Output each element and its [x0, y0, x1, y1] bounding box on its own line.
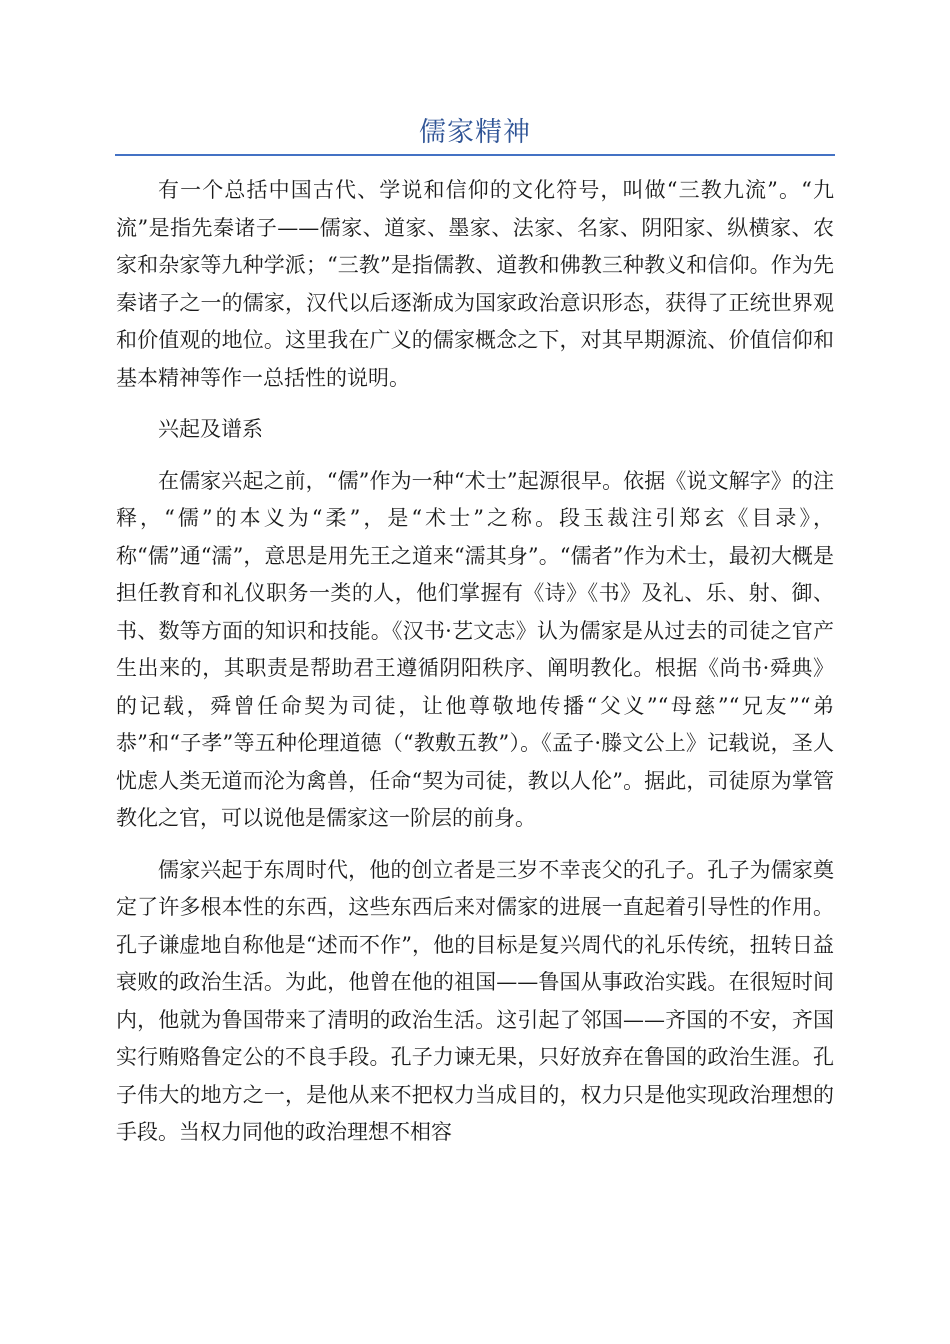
section-paragraph-1: 在儒家兴起之前，“儒”作为一种“术士”起源很早。依据《说文解字》的注释，“儒”的本义为“柔”，是“术士”之称。段玉裁注引郑玄《目录》，称“儒”通“濡”，意思是用先王之道来“濡其身”。“儒者”作为术士，最初大概是担任教育和礼仪职务一类的人，他们掌握有《诗》《书》及礼、乐、射、御、书、数等方面的知识和技能。《汉书·艺文志》认为儒家是从过去的司徒之官产生出来的，其职责是帮助君王遵循阴阳秩序、阐明教化。根据《尚书·舜典》的记载，舜曾任命契为司徒，让他尊敬地传播“父义”“母慈”“兄友”“弟恭”和“子孝”等五种伦理道德（“教敷五教”）。《孟子·滕文公上》记载说，圣人忧虑人类无道而沦为禽兽，任命“契为司徒，教以人伦”。据此，司徒原为掌管教化之官，可以说他是儒家这一阶层的前身。 — [116, 468, 834, 830]
document-body — [116, 172, 834, 1166]
document-title: 儒家精神 — [419, 117, 531, 148]
intro-paragraph: 有一个总括中国古代、学说和信仰的文化符号，叫做“三教九流”。“九流”是指先秦诸子——儒家、道家、墨家、法家、名家、阴阳家、纵横家、农家和杂家等九种学派；“三教”是指儒教、道教和佛教三种教义和信仰。作为先秦诸子之一的儒家，汉代以后逐渐成为国家政治意识形态，获得了正统世界观和价值观的地位。这里我在广义的儒家概念之下，对其早期源流、价值信仰和基本精神等作一总括性的说明。 — [116, 178, 834, 390]
section-paragraph-2: 儒家兴起于东周时代，他的创立者是三岁不幸丧父的孔子。孔子为儒家奠定了许多根本性的东西，这些东西后来对儒家的进展一直起着引导性的作用。孔子谦虚地自称他是“述而不作”，他的目标是复兴周代的礼乐传统，扭转日益衰败的政治生活。为此，他曾在他的祖国——鲁国从事政治实践。在很短时间内，他就为鲁国带来了清明的政治生活。这引起了邻国——齐国的不安，齐国实行贿赂鲁定公的不良手段。孔子力谏无果，只好放弃在鲁国的政治生涯。孔子伟大的地方之一，是他从来不把权力当成目的，权力只是他实现政治理想的手段。当权力同他的政治理想不相容 — [116, 857, 834, 1144]
section-heading: 兴起及谱系 — [158, 417, 263, 441]
title-underline — [115, 154, 835, 156]
